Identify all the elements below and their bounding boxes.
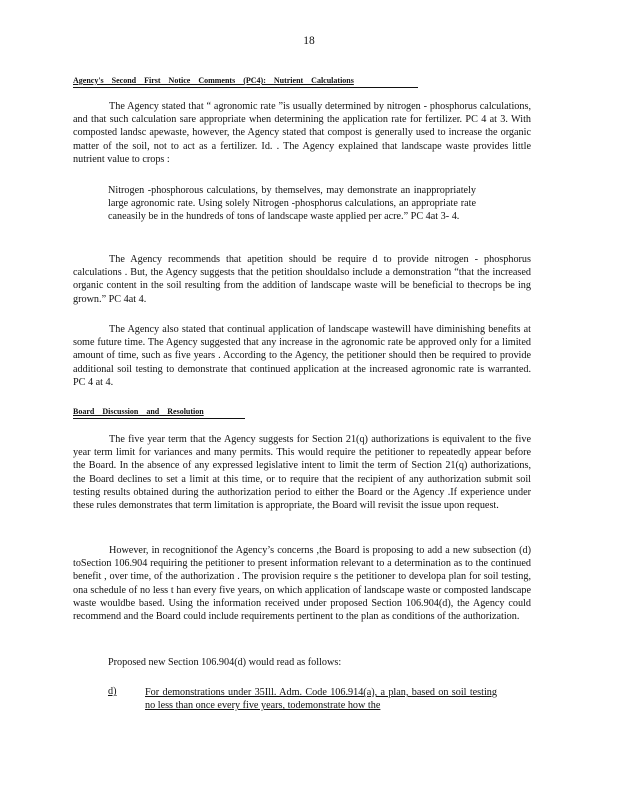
paragraph-agency-recommends <box>73 253 531 306</box>
heading-rule <box>73 87 418 88</box>
paragraph-text: However, in recognitionof the Agency’s concerns ,the Board is proposing to add a new subsection (d) toSection 106.904 requiring the petitioner to present information relevant to a determination as to the continued benefit , over time, of the authorization . The provision require s the petitioner to developa plan for soil testing, ona schedule of no less t han every five years, on which application of landscape waste or composted landscape waste wouldbe based. Using the information received under proposed Section 106.904(d), the Agency could recommend and the Board could include requirements pertinent to the plan as conditions of the authorization. <box>73 545 531 623</box>
paragraph-text: The Agency recommends that apetition should be require d to provide nitrogen - phosphorus calculations . But, the Agency suggests that the petition shouldalso include a demonstration “that the increased organic content in the soil resulting from the addition of landscape waste will be beneficial to thecrops be ing grown.” PC 4at 4. <box>73 254 531 305</box>
page-number: 18 <box>303 35 315 47</box>
paragraph-diminishing-benefits <box>73 323 531 389</box>
proposed-section-intro: Proposed new Section 106.904(d) would read as follows: <box>108 657 342 668</box>
paragraph-agronomic-rate <box>73 100 531 166</box>
amendment-label: d) <box>108 686 117 697</box>
paragraph-text: The five year term that the Agency suggests for Section 21(q) authorizations is equivalent to the five year term limit for variances and many permits. This would require the petitioner to repeatedly appear before the Board. In the absence of any expressed legislative intent to limit the term of Section 21(q) authorizations, the Board declines to set a limit at this time, or to require that the recipient of any authorization submit soil testing results obtained during the authorization period to either the Board or the Agency .If experience under these rules demonstrates that term limitation is appropriate, the Board will revisit the issue upon request. <box>73 434 531 512</box>
block-quote: Nitrogen -phosphorous calculations, by themselves, may demonstrate an inappropriately large agronomic rate. Using solely Nitrogen -phosphorus calculations, an appropriate rate caneasily be in the hundreds of tons of landscape waste applied per acre.” PC 4at 3- 4. <box>108 185 476 223</box>
paragraph-board-proposal <box>73 544 531 623</box>
amendment-text: For demonstrations under 35Ill. Adm. Code 106.914(a), a plan, based on soil testing no less than once every five years, todemonstrate how the <box>145 687 497 712</box>
section-heading-agency-comments: Agency's Second First Notice Comments (PC4): Nutrient Calculations <box>73 76 354 85</box>
heading-rule <box>73 418 245 419</box>
section-heading-board-discussion: Board Discussion and Resolution <box>73 407 204 416</box>
paragraph-text: The Agency stated that “ agronomic rate ”is usually determined by nitrogen - phosphorus calculations, and that such calculation sare appropriate when determining the application rate for fertilizer. PC 4 at 3. With composted landsc apewaste, however, the Agency stated that compost is generally used to increase the organic matter of the soil, not to act as a fertilizer. Id. . The Agency explained that landscape waste provides little nutrient value to crops : <box>73 101 531 165</box>
paragraph-text: The Agency also stated that continual application of landscape wastewill have diminishing benefits at some future time. The Agency suggested that any increase in the agronomic rate be approved only for a limited amount of time, such as five years . According to the Agency, the petitioner should then be required to provide additional soil testing to demonstrate that continued application at the increased agronomic rate is warranted. PC 4 at 4. <box>73 324 531 388</box>
paragraph-five-year-term <box>73 433 531 512</box>
